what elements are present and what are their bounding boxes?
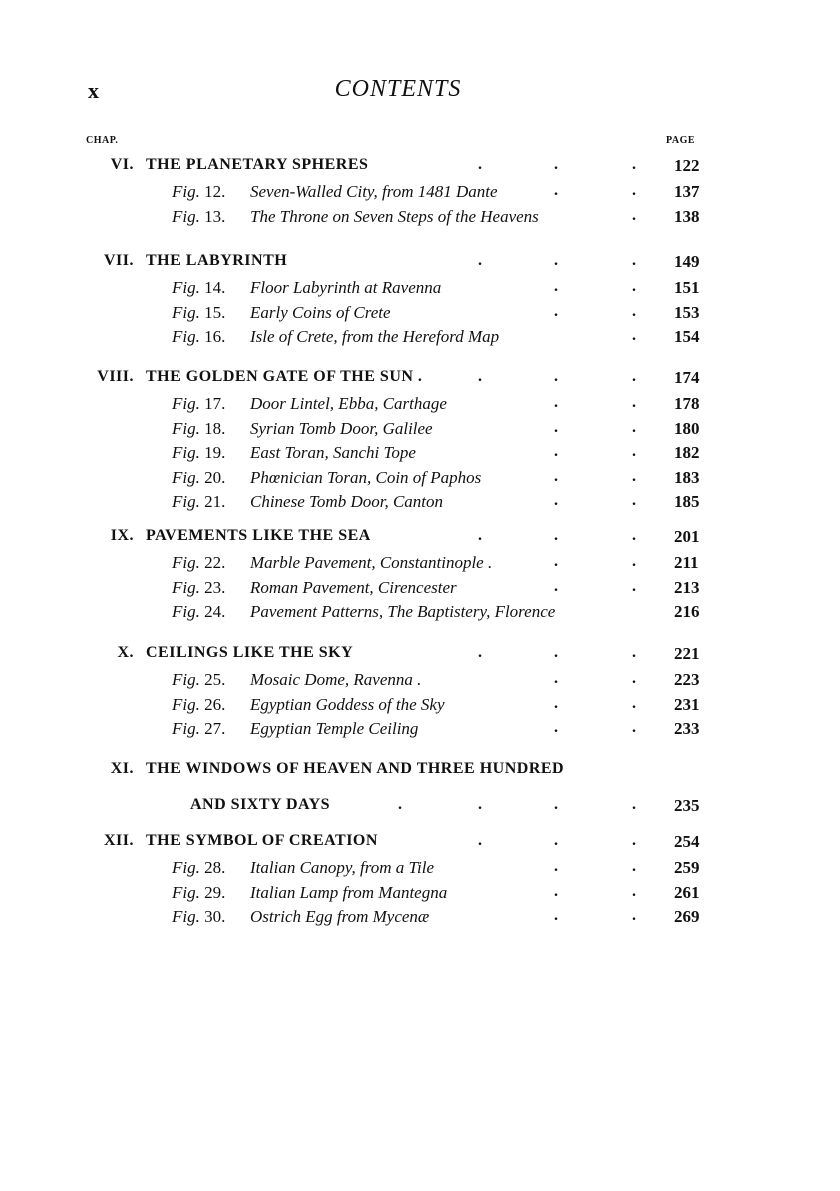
figure-label-text: Fig. bbox=[172, 467, 200, 487]
leader-dot: . bbox=[632, 577, 636, 595]
leader-dot: . bbox=[632, 882, 636, 900]
leader-dot: . bbox=[632, 527, 636, 544]
figure-number: 27. bbox=[204, 719, 226, 738]
figure-label bbox=[172, 207, 225, 227]
leader-dot: . bbox=[554, 796, 558, 813]
leader-dot: . bbox=[632, 368, 636, 385]
leader-dot: . bbox=[632, 644, 636, 661]
chapter-entry bbox=[0, 252, 840, 278]
figure-page: 223 bbox=[674, 670, 700, 689]
figure-entry bbox=[0, 858, 840, 884]
figure-number: 16. bbox=[204, 327, 226, 346]
leader-dot: . bbox=[632, 278, 636, 295]
figure-label bbox=[172, 670, 225, 690]
figure-number: 14. bbox=[204, 278, 226, 297]
figure-title: Italian Canopy, from a Tile bbox=[250, 858, 435, 877]
figure-entry bbox=[0, 443, 840, 469]
figure-entry bbox=[0, 394, 840, 420]
figure-number: 17. bbox=[204, 394, 226, 413]
figure-label bbox=[172, 578, 225, 598]
chapter-entry bbox=[0, 156, 840, 182]
figure-title: Pavement Patterns, The Baptistery, Florence bbox=[250, 602, 556, 621]
figure-entry bbox=[0, 553, 840, 579]
leader-dot: . bbox=[478, 156, 482, 173]
leader-dot: . bbox=[554, 252, 558, 269]
figure-entry bbox=[0, 419, 840, 445]
figure-label-text: Fig. bbox=[172, 302, 200, 322]
figure-entry bbox=[0, 492, 840, 518]
figure-number: 29. bbox=[204, 882, 226, 902]
chapter-number: XI. bbox=[110, 760, 134, 777]
leader-dot: . bbox=[632, 418, 636, 436]
leader-dot: . bbox=[554, 719, 558, 736]
chapter-title: THE LABYRINTH bbox=[146, 252, 288, 269]
chapter-entry bbox=[0, 832, 840, 858]
leader-dot: . bbox=[554, 694, 558, 712]
figure-number: 20. bbox=[204, 467, 226, 487]
leader-dot: . bbox=[632, 694, 636, 712]
figure-title: Egyptian Goddess of the Sky bbox=[250, 694, 445, 714]
leader-dot: . bbox=[478, 832, 482, 849]
chapter-page: 174 bbox=[674, 368, 700, 387]
chapter-page: 149 bbox=[674, 252, 700, 271]
figure-title: Early Coins of Crete bbox=[250, 302, 391, 322]
figure-number: 19. bbox=[204, 443, 226, 462]
leader-dot: . bbox=[554, 182, 558, 199]
figure-label-text: Fig. bbox=[172, 492, 200, 511]
figure-title: Mosaic Dome, Ravenna . bbox=[250, 670, 422, 689]
leader-dot: . bbox=[632, 443, 636, 460]
leader-dot: . bbox=[554, 553, 558, 570]
figure-page: 185 bbox=[674, 492, 700, 511]
figure-label bbox=[172, 182, 225, 202]
leader-dot: . bbox=[554, 368, 558, 385]
figure-label-text: Fig. bbox=[172, 206, 200, 226]
figure-page: 216 bbox=[674, 602, 700, 621]
figure-title: Roman Pavement, Cirencester bbox=[250, 577, 457, 597]
leader-dot: . bbox=[478, 644, 482, 661]
chapter-title: THE SYMBOL OF CREATION bbox=[146, 832, 378, 849]
leader-dot: . bbox=[554, 907, 558, 924]
leader-dot: . bbox=[554, 418, 558, 436]
figure-entry bbox=[0, 468, 840, 494]
leader-dot: . bbox=[478, 527, 482, 544]
figure-title: Ostrich Egg from Mycenæ bbox=[250, 907, 430, 926]
figure-label-text: Fig. bbox=[172, 694, 200, 714]
leader-dot: . bbox=[632, 858, 636, 875]
figure-number: 28. bbox=[204, 858, 226, 877]
leader-dot: . bbox=[554, 467, 558, 485]
figure-label bbox=[172, 858, 225, 878]
leader-dot: . bbox=[632, 796, 636, 813]
figure-number: 15. bbox=[204, 302, 226, 322]
chapter-title-continued: AND SIXTY DAYS bbox=[190, 796, 331, 813]
figure-label bbox=[172, 883, 225, 903]
figure-title: Syrian Tomb Door, Galilee bbox=[250, 418, 433, 438]
leader-dot: . bbox=[554, 278, 558, 295]
chapter-title: THE PLANETARY SPHERES bbox=[146, 156, 369, 173]
figure-entry bbox=[0, 278, 840, 304]
figure-number: 25. bbox=[204, 670, 226, 689]
figure-page: 137 bbox=[674, 182, 700, 201]
figure-page: 182 bbox=[674, 443, 700, 462]
leader-dot: . bbox=[554, 670, 558, 687]
chapter-page: 254 bbox=[674, 832, 700, 851]
leader-dot: . bbox=[554, 443, 558, 460]
figure-label bbox=[172, 303, 225, 323]
figure-label-text: Fig. bbox=[172, 882, 200, 902]
leader-dot: . bbox=[632, 467, 636, 485]
chapter-entry bbox=[0, 644, 840, 670]
figure-label-text: Fig. bbox=[172, 577, 200, 597]
figure-number: 18. bbox=[204, 418, 226, 438]
leader-dot: . bbox=[554, 644, 558, 661]
leader-dot: . bbox=[632, 670, 636, 687]
figure-label-text: Fig. bbox=[172, 443, 200, 462]
figure-label bbox=[172, 468, 225, 488]
figure-number: 12. bbox=[204, 182, 226, 201]
figure-number: 13. bbox=[204, 206, 226, 226]
leader-dot: . bbox=[632, 719, 636, 736]
figure-label-text: Fig. bbox=[172, 394, 200, 413]
figure-label-text: Fig. bbox=[172, 719, 200, 738]
leader-dot: . bbox=[632, 206, 636, 224]
leader-dot: . bbox=[554, 832, 558, 849]
figure-number: 23. bbox=[204, 577, 226, 597]
figure-page: 151 bbox=[674, 278, 700, 297]
chapter-page: 221 bbox=[674, 644, 700, 663]
leader-dot: . bbox=[554, 302, 558, 320]
chapter-entry-continued bbox=[0, 796, 840, 822]
chapter-title: CEILINGS LIKE THE SKY bbox=[146, 644, 354, 661]
figure-entry bbox=[0, 670, 840, 696]
figure-number: 30. bbox=[204, 907, 226, 926]
figure-label bbox=[172, 443, 225, 463]
figure-title: Floor Labyrinth at Ravenna bbox=[250, 278, 442, 297]
figure-label-text: Fig. bbox=[172, 327, 200, 346]
leader-dot: . bbox=[554, 394, 558, 411]
leader-dot: . bbox=[554, 858, 558, 875]
chapter-title: THE WINDOWS OF HEAVEN AND THREE HUNDRED bbox=[146, 760, 565, 777]
figure-entry bbox=[0, 883, 840, 909]
figure-label bbox=[172, 394, 225, 414]
leader-dot: . bbox=[478, 368, 482, 385]
figure-label bbox=[172, 695, 225, 715]
chapter-entry bbox=[0, 527, 840, 553]
figure-number: 26. bbox=[204, 694, 226, 714]
leader-dot: . bbox=[554, 527, 558, 544]
column-head-chap: CHAP. bbox=[86, 135, 119, 146]
leader-dot: . bbox=[478, 252, 482, 269]
figure-title: Egyptian Temple Ceiling bbox=[250, 719, 419, 738]
figure-title: Isle of Crete, from the Hereford Map bbox=[250, 327, 500, 346]
figure-label bbox=[172, 719, 225, 739]
figure-number: 21. bbox=[204, 492, 226, 511]
figure-label-text: Fig. bbox=[172, 858, 200, 877]
leader-dot: . bbox=[632, 182, 636, 199]
figure-page: 211 bbox=[674, 553, 699, 572]
leader-dot: . bbox=[554, 492, 558, 509]
leader-dot: . bbox=[632, 252, 636, 269]
leader-dot: . bbox=[632, 394, 636, 411]
figure-entry bbox=[0, 907, 840, 933]
figure-label bbox=[172, 492, 225, 512]
figure-label-text: Fig. bbox=[172, 907, 200, 926]
figure-number: 24. bbox=[204, 602, 226, 621]
figure-title: Italian Lamp from Mantegna bbox=[250, 882, 448, 902]
figure-page: 138 bbox=[674, 206, 700, 226]
figure-page: 213 bbox=[674, 577, 700, 597]
figure-entry bbox=[0, 602, 840, 628]
leader-dot: . bbox=[554, 882, 558, 900]
chapter-number: VI. bbox=[110, 156, 134, 173]
figure-page: 231 bbox=[674, 694, 700, 714]
leader-dot: . bbox=[632, 492, 636, 509]
page-number: x bbox=[88, 78, 99, 103]
chapter-title: THE GOLDEN GATE OF THE SUN . bbox=[146, 368, 423, 385]
chapter-entry bbox=[0, 760, 840, 786]
figure-title: Phœnician Toran, Coin of Paphos bbox=[250, 467, 482, 487]
figure-label-text: Fig. bbox=[172, 602, 200, 621]
chapter-page: 201 bbox=[674, 527, 700, 546]
figure-label-text: Fig. bbox=[172, 553, 200, 572]
figure-label bbox=[172, 602, 225, 622]
chapter-number: IX. bbox=[110, 527, 134, 544]
figure-label-text: Fig. bbox=[172, 182, 200, 201]
figure-entry bbox=[0, 578, 840, 604]
chapter-page: 122 bbox=[674, 156, 700, 175]
figure-label bbox=[172, 907, 225, 927]
figure-page: 269 bbox=[674, 907, 700, 926]
figure-label bbox=[172, 327, 225, 347]
figure-title: The Throne on Seven Steps of the Heavens bbox=[250, 206, 539, 226]
running-title: CONTENTS bbox=[334, 76, 462, 102]
figure-entry bbox=[0, 695, 840, 721]
figure-entry bbox=[0, 182, 840, 208]
figure-title: Door Lintel, Ebba, Carthage bbox=[250, 394, 447, 413]
leader-dot: . bbox=[632, 156, 636, 173]
chapter-number: XII. bbox=[103, 832, 134, 849]
leader-dot: . bbox=[632, 553, 636, 570]
leader-dot: . bbox=[632, 327, 636, 344]
figure-entry bbox=[0, 207, 840, 233]
figure-title: Seven-Walled City, from 1481 Dante bbox=[250, 182, 498, 201]
figure-entry bbox=[0, 719, 840, 745]
chapter-title: PAVEMENTS LIKE THE SEA bbox=[146, 527, 371, 544]
figure-label bbox=[172, 278, 225, 298]
chapter-entry bbox=[0, 368, 840, 394]
figure-entry bbox=[0, 303, 840, 329]
leader-dot: . bbox=[478, 796, 482, 813]
chapter-number: VII. bbox=[103, 252, 134, 269]
figure-label bbox=[172, 553, 225, 573]
leader-dot: . bbox=[554, 156, 558, 173]
figure-page: 183 bbox=[674, 467, 700, 487]
figure-page: 261 bbox=[674, 882, 700, 902]
leader-dot: . bbox=[554, 577, 558, 595]
figure-label-text: Fig. bbox=[172, 670, 200, 689]
figure-number: 22. bbox=[204, 553, 226, 572]
figure-page: 259 bbox=[674, 858, 700, 877]
leader-dot: . bbox=[632, 832, 636, 849]
figure-entry bbox=[0, 327, 840, 353]
chapter-page: 235 bbox=[674, 796, 700, 815]
chapter-number: VIII. bbox=[97, 368, 134, 385]
figure-page: 178 bbox=[674, 394, 700, 413]
column-head-page: PAGE bbox=[666, 135, 696, 146]
figure-label bbox=[172, 419, 225, 439]
figure-page: 154 bbox=[674, 327, 700, 346]
figure-title: Chinese Tomb Door, Canton bbox=[250, 492, 444, 511]
figure-title: Marble Pavement, Constantinople . bbox=[250, 553, 493, 572]
chapter-number: X. bbox=[117, 644, 134, 661]
leader-dot: . bbox=[632, 302, 636, 320]
leader-dot: . bbox=[632, 907, 636, 924]
figure-page: 180 bbox=[674, 418, 700, 438]
figure-label-text: Fig. bbox=[172, 418, 200, 438]
figure-label-text: Fig. bbox=[172, 278, 200, 297]
figure-title: East Toran, Sanchi Tope bbox=[250, 443, 416, 462]
figure-page: 153 bbox=[674, 302, 700, 322]
leader-dot: . bbox=[398, 796, 402, 813]
figure-page: 233 bbox=[674, 719, 700, 738]
